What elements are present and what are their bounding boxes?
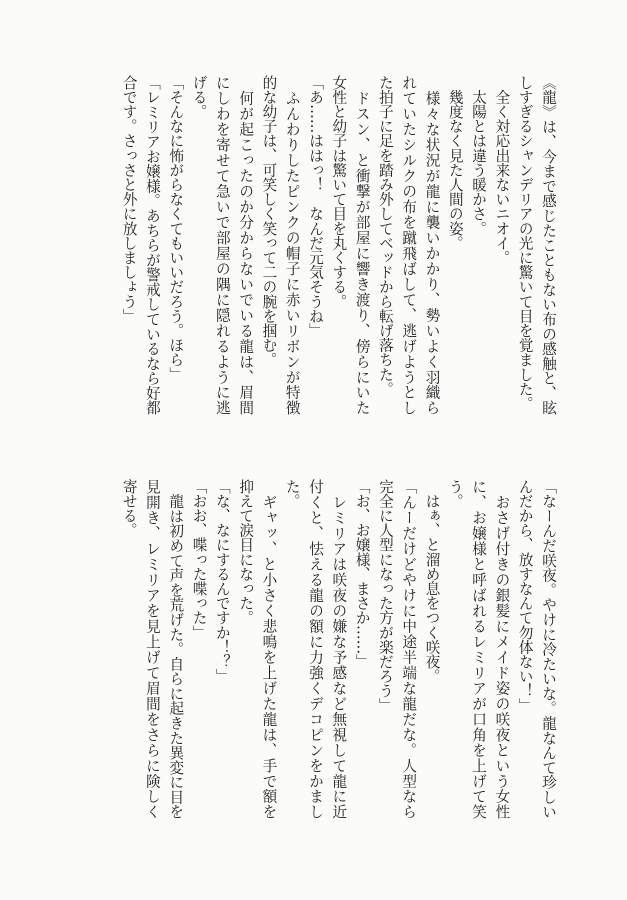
- text-line: た。: [283, 479, 301, 509]
- text-line: んだから、放すなんて勿体ない！」: [516, 479, 534, 713]
- paragraph: [513, 479, 560, 819]
- text-line: 見開き、レミリアを見上げて眉間をさらに険しく: [143, 479, 161, 819]
- paragraph: [280, 479, 350, 819]
- text-line: 「あ……ははっ！ なんだ元気そうね」: [307, 75, 325, 338]
- upper-text-tier: [117, 75, 560, 415]
- lower-text-tier: [117, 479, 560, 819]
- paragraph: [327, 75, 374, 415]
- text-line: れていたシルクの布を蹴飛ばして、逃げようとし: [400, 75, 418, 415]
- text-line: 寄せる。: [120, 479, 138, 538]
- paragraph: [467, 75, 490, 415]
- text-line: 「んーだけどやけに中途半端な龍だな。人型なら: [400, 479, 418, 819]
- paragraph: [444, 479, 514, 819]
- paragraph: [257, 75, 304, 415]
- text-line: 「なーんだ咲夜。やけに冷たいな。龍なんて珍しい: [540, 479, 557, 819]
- paragraph: [187, 75, 257, 415]
- paragraph: [117, 479, 187, 819]
- paragraph: [374, 75, 444, 415]
- paragraph: [234, 479, 281, 819]
- text-line: 合です。さっさと外に放しましょう」: [120, 75, 138, 324]
- paragraph: [374, 479, 421, 819]
- text-line: 「お、お嬢様、まさか……」: [353, 479, 371, 669]
- paragraph: [211, 479, 234, 819]
- text-line: 様々な状況が龍に襲いかかり、勢いよく羽織ら: [423, 75, 441, 415]
- text-line: げる。: [190, 75, 208, 119]
- text-line: 「そんなに怖がらなくてもいいだろう。ほら」: [167, 75, 185, 382]
- text-line: にしわを寄せて急いで部屋の隅に隠れるように逃: [213, 75, 231, 415]
- paragraph: [490, 75, 513, 415]
- paragraph: [187, 479, 210, 819]
- text-line: 付くと、怯える龍の額に力強くデコピンをかまし: [307, 479, 325, 819]
- text-line: 的な幼子は、可笑しく笑って二の腕を掴む。: [260, 75, 278, 367]
- text-line: 完全に人型になった方が楽だろう」: [376, 479, 394, 713]
- text-line: 全く対応出来ないニオイ。: [493, 75, 511, 265]
- text-line: 「な、なにするんですか！？」: [213, 479, 231, 684]
- text-line: た拍子に足を踏み外してベッドから転げ落ちた。: [376, 75, 394, 397]
- text-line: 「おお、喋った喋った」: [190, 479, 208, 640]
- paragraph: [420, 479, 443, 819]
- text-line: 女性と幼子は驚いて目を丸くする。: [330, 75, 348, 309]
- text-line: ギャッ、と小さく悲鳴を上げた龍は、手で額を: [260, 479, 278, 819]
- paragraph: [117, 75, 164, 415]
- text-line: 抑えて涙目になった。: [237, 479, 255, 625]
- text-line: 《龍》は、今まで感じたこともない布の感触と、眩: [540, 75, 557, 415]
- text-line: 龍は初めて声を荒げた。自らに起きた異変に目を: [167, 479, 185, 819]
- text-line: おさげ付きの銀髪にメイド姿の咲夜という女性: [493, 479, 511, 819]
- paragraph: [164, 75, 187, 415]
- paragraph: [444, 75, 467, 415]
- text-line: う。: [446, 479, 464, 509]
- paragraph: [513, 75, 560, 415]
- text-line: 「レミリアお嬢様。あちらが警戒しているなら好都: [143, 75, 161, 415]
- text-line: 太陽とは違う暖かさ。: [470, 75, 488, 236]
- text-line: 幾度なく見た人間の姿。: [446, 75, 464, 251]
- text-line: ドスン、と衝撃が部屋に響き渡り、傍らにいた: [353, 75, 371, 415]
- text-line: 何が起こったのか分からないでいる龍は、眉間: [237, 75, 255, 415]
- text-line: はぁ、と溜め息をつく咲夜。: [423, 479, 441, 684]
- paragraph: [304, 75, 327, 415]
- paragraph: [350, 479, 373, 819]
- text-line: ふんわりしたピンクの帽子に赤いリボンが特徴: [283, 75, 301, 415]
- text-line: しすぎるシャンデリアの光に驚いて目を覚ました。: [516, 75, 534, 411]
- text-line: レミリアは咲夜の嫌な予感など無視して龍に近: [330, 479, 348, 819]
- text-line: に、お嬢様と呼ばれるレミリアが口角を上げて笑: [470, 479, 488, 819]
